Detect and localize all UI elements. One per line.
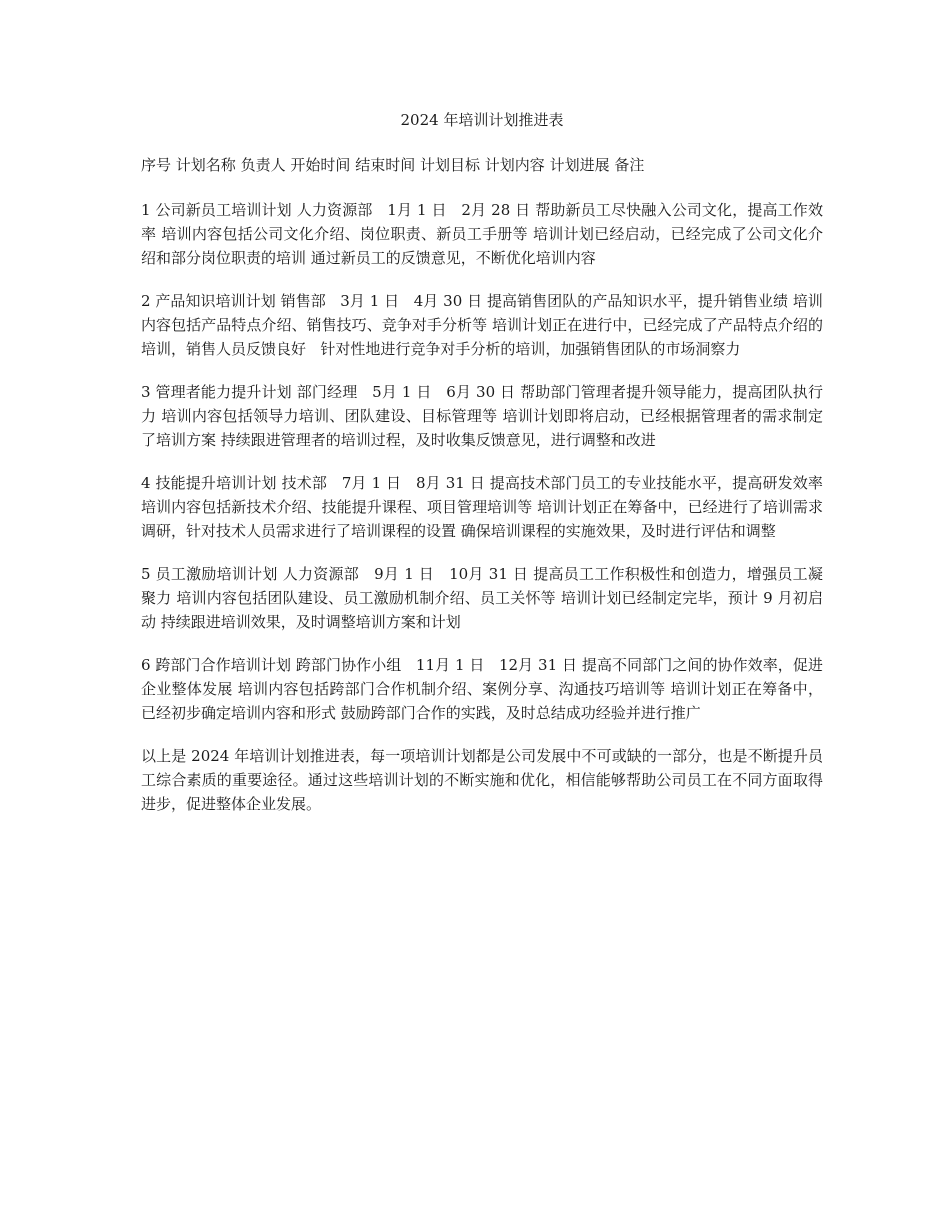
entry-content: 培训内容包括产品特点介绍、销售技巧、竞争对手分析等 xyxy=(141,292,823,334)
entry-progress: 培训计划已经启动，已经完成了公司文化介绍和部分岗位职责的培训 xyxy=(141,225,823,267)
entry-goal: 提高不同部门之间的协作效率，促进企业整体发展 xyxy=(141,656,823,698)
entry-number: 5 xyxy=(141,565,151,583)
entry-name: 跨部门合作培训计划 xyxy=(155,656,292,674)
entry-number: 3 xyxy=(141,383,151,401)
column-header-line xyxy=(141,153,823,177)
plan-entry xyxy=(141,653,823,725)
entry-name: 产品知识培训计划 xyxy=(155,292,276,310)
entry-owner: 人力资源部 xyxy=(296,201,373,219)
column-header: 序号 xyxy=(141,156,172,174)
column-header: 计划进展 xyxy=(549,156,610,174)
column-header: 计划内容 xyxy=(484,156,545,174)
entry-name: 管理者能力提升计划 xyxy=(155,383,292,401)
entry-progress: 培训计划正在筹备中，已经初步确定培训内容和形式 xyxy=(141,680,823,722)
entry-start: 1月 1 日 xyxy=(387,201,447,219)
entry-name: 公司新员工培训计划 xyxy=(155,201,292,219)
entry-name: 员工激励培训计划 xyxy=(155,565,278,583)
entry-end: 2月 28 日 xyxy=(461,201,531,219)
entry-number: 6 xyxy=(141,656,151,674)
plan-entry xyxy=(141,289,823,361)
plan-entry xyxy=(141,198,823,270)
column-header: 计划目标 xyxy=(419,156,480,174)
plan-entry xyxy=(141,562,823,634)
entry-progress: 培训计划正在进行中，已经完成了产品特点介绍的培训，销售人员反馈良好 xyxy=(141,316,823,358)
entry-start: 11月 1 日 xyxy=(415,656,485,674)
entry-progress: 培训计划正在筹备中，已经进行了培训需求调研，针对技术人员需求进行了培训课程的设置 xyxy=(141,498,823,540)
column-header: 开始时间 xyxy=(290,156,351,174)
entry-progress: 培训计划即将启动，已经根据管理者的需求制定了培训方案 xyxy=(141,407,823,449)
entry-content: 培训内容包括新技术介绍、技能提升课程、项目管理培训等 xyxy=(141,498,533,516)
entry-note: 针对性地进行竞争对手分析的培训，加强销售团队的市场洞察力 xyxy=(320,340,741,358)
entry-goal: 帮助部门管理者提升领导能力，提高团队执行力 xyxy=(141,383,823,425)
document-title: 2024 年培训计划推进表 xyxy=(400,111,564,129)
entry-note: 通过新员工的反馈意见，不断优化培训内容 xyxy=(310,249,596,267)
entry-note: 持续跟进培训效果，及时调整培训方案和计划 xyxy=(160,613,461,631)
entry-owner: 部门经理 xyxy=(296,383,358,401)
column-header: 结束时间 xyxy=(355,156,416,174)
entry-owner: 技术部 xyxy=(281,474,328,492)
entry-note: 鼓励跨部门合作的实践，及时总结成功经验并进行推广 xyxy=(340,704,701,722)
entry-content: 培训内容包括公司文化介绍、岗位职责、新员工手册等 xyxy=(161,225,528,243)
entry-start: 5月 1 日 xyxy=(372,383,432,401)
plan-entry xyxy=(141,380,823,452)
column-header: 计划名称 xyxy=(175,156,236,174)
entry-number: 4 xyxy=(141,474,151,492)
entry-content: 培训内容包括领导力培训、团队建设、目标管理等 xyxy=(161,407,498,425)
entry-name: 技能提升培训计划 xyxy=(155,474,277,492)
entry-start: 9月 1 日 xyxy=(374,565,435,583)
entry-goal: 提高员工工作积极性和创造力，增强员工凝聚力 xyxy=(141,565,823,607)
entry-note: 持续跟进管理者的培训过程，及时收集反馈意见，进行调整和改进 xyxy=(220,431,656,449)
conclusion-paragraph: 以上是 2024 年培训计划推进表，每一项培训计划都是公司发展中不可或缺的一部分，也是不断提升员工综合素质的重要途径。通过这些培训计划的不断实施和优化，相信能够帮助公司员工在不同方面取得进步，促进整体企业发展。 xyxy=(141,747,823,813)
column-header: 负责人 xyxy=(240,156,286,174)
column-header: 备注 xyxy=(614,156,645,174)
entry-number: 2 xyxy=(141,292,151,310)
entry-end: 4月 30 日 xyxy=(413,292,483,310)
entry-content: 培训内容包括跨部门合作机制介绍、案例分享、沟通技巧培训等 xyxy=(237,680,666,698)
plan-entry xyxy=(141,471,823,543)
entry-number: 1 xyxy=(141,201,151,219)
entry-end: 6月 30 日 xyxy=(446,383,516,401)
entry-content: 培训内容包括团队建设、员工激励机制介绍、员工关怀等 xyxy=(176,589,556,607)
entry-owner: 跨部门协作小组 xyxy=(295,656,402,674)
entry-owner: 销售部 xyxy=(280,292,326,310)
entry-progress: 培训计划已经制定完毕，预计 9 月初启动 xyxy=(141,589,823,631)
entry-owner: 人力资源部 xyxy=(282,565,360,583)
document-page xyxy=(141,108,823,835)
entry-end: 8月 31 日 xyxy=(415,474,485,492)
entry-end: 10月 31 日 xyxy=(449,565,529,583)
entry-goal: 帮助新员工尽快融入公司文化，提高工作效率 xyxy=(141,201,823,243)
entry-note: 确保培训课程的实施效果，及时进行评估和调整 xyxy=(460,522,776,540)
entry-goal: 提高销售团队的产品知识水平，提升销售业绩 xyxy=(486,292,789,310)
entry-start: 3月 1 日 xyxy=(340,292,400,310)
entry-start: 7月 1 日 xyxy=(341,474,402,492)
entry-goal: 提高技术部门员工的专业技能水平，提高研发效率 xyxy=(489,474,823,492)
entry-end: 12月 31 日 xyxy=(498,656,578,674)
